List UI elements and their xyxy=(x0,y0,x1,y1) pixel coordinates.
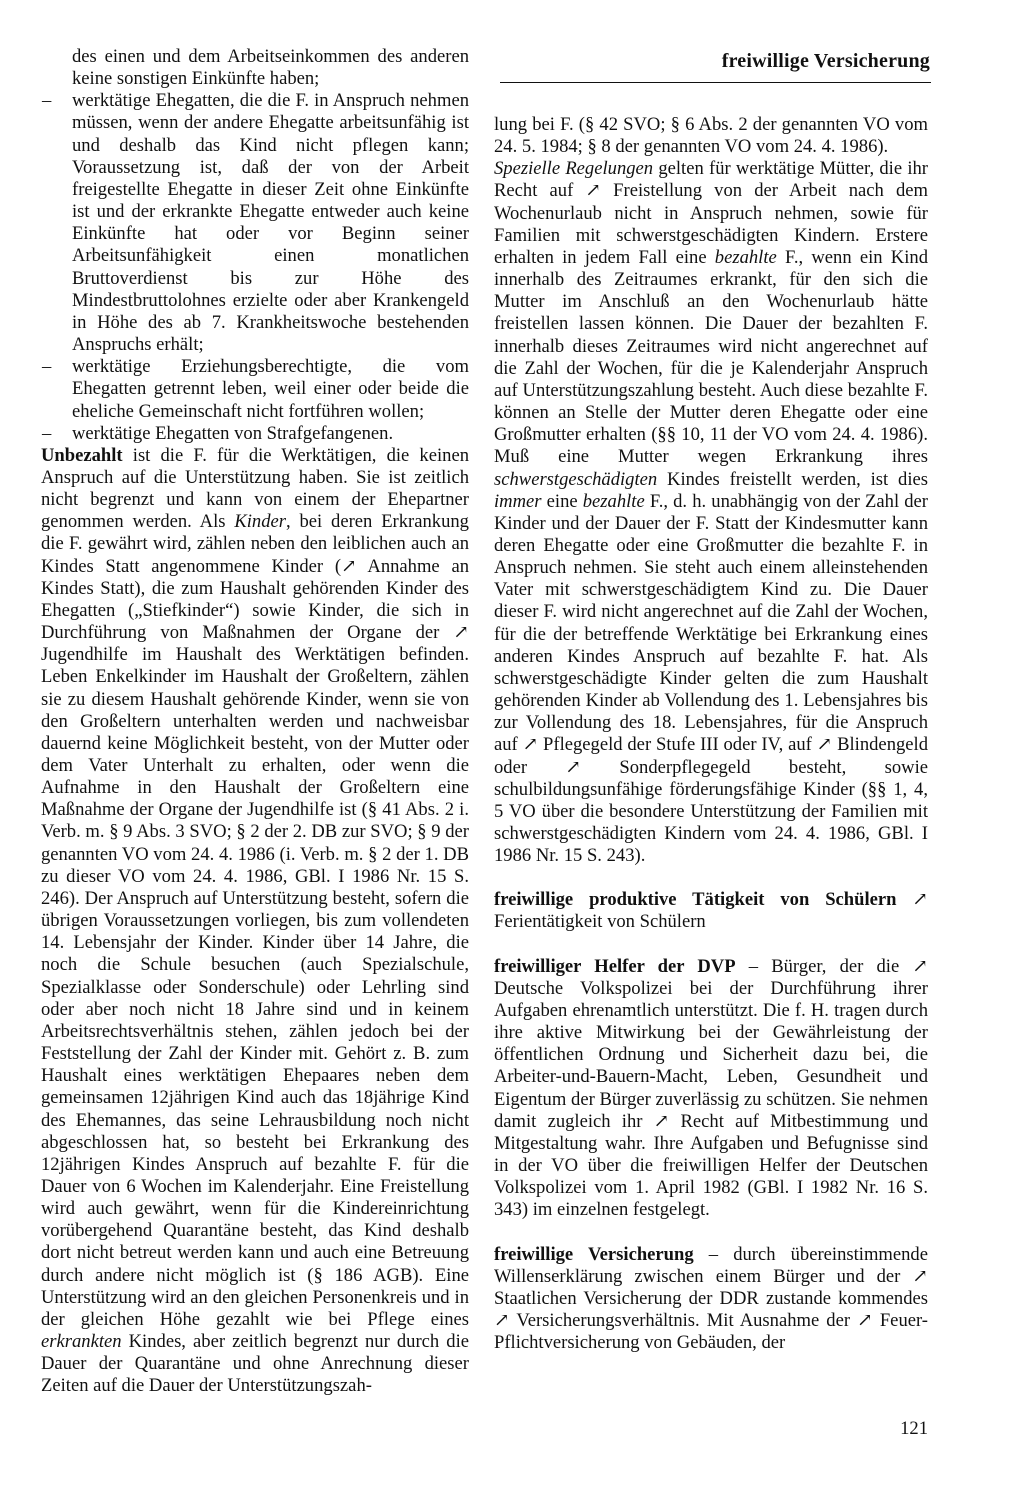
cross-ref: Freistellung von der Arbeit xyxy=(613,180,837,202)
paragraph-continuation: lung bei F. (§ 42 SVO; § 6 Abs. 2 der genannten VO vom 24. 5. 1984; § 8 der genannten VO vom 24. 4. 1986). xyxy=(494,114,928,158)
cross-ref-arrow: ↗ xyxy=(912,955,928,977)
cross-ref-arrow: ↗ xyxy=(453,622,469,644)
cross-ref: Versicherungsverhältnis xyxy=(516,1309,696,1331)
page-number: 121 xyxy=(900,1418,928,1439)
cross-ref: Deutsche Volkspolizei xyxy=(494,977,673,999)
header-rule xyxy=(500,82,931,83)
running-header-title: freiwillige Versicherung xyxy=(721,50,930,72)
cross-ref-arrow: ↗ xyxy=(912,1265,928,1287)
entry-freiwillige-produktive-taetigkeit xyxy=(494,889,928,933)
entry-term: freiwillige Versicherung xyxy=(494,1243,694,1265)
cross-ref-arrow: ↗ xyxy=(341,555,357,577)
cross-ref-arrow: ↗ xyxy=(494,1309,510,1331)
cross-ref-arrow: ↗ xyxy=(912,889,928,911)
term-unbezahlt: Unbezahlt xyxy=(41,444,123,466)
entry-freiwillige-versicherung: freiwillige Versicherung – durch übereinstimmende Willenserklärung zwischen einem Bürger und der ↗ Staatlichen Versicherung der DDR zustande kommendes ↗ Versicherungsverhältnis. Mit Ausnahme der ↗ Feuer-Pflichtversicherung von Gebäuden, der xyxy=(494,1243,928,1354)
cross-ref: Ferientätigkeit von Schülern xyxy=(494,911,706,933)
cross-ref: Jugendhilfe xyxy=(41,644,128,666)
entry-term: freiwillige produktive Tätigkeit von Schülern xyxy=(494,889,897,911)
cross-ref-arrow: ↗ xyxy=(522,734,539,756)
cross-ref: Blindengeld xyxy=(837,734,928,756)
list-item: – werktätige Ehegatten, die die F. in Anspruch nehmen müssen, wenn der andere Ehegatte arbeitsunfähig ist und deshalb das Kind nicht pflegen kann; Voraussetzung ist, daß der von der Arbeit freigestellte Ehegatte in dieser Zeit ohne Einkünfte ist und der erkrankte Ehegatte entweder auch keine Einkünfte hat oder vor Beginn seiner Arbeitsunfähigkeit einen monatlichen Bruttoverdienst bis zur Höhe des Mindestbruttolohnes erzielte oder aber Krankengeld in Höhe des ab 7. Krankheitswoche bestehenden Anspruchs erhält; xyxy=(42,90,469,356)
paragraph-unbezahlt: Unbezahlt ist die F. für die Werktätigen, die keinen Anspruch auf die Unterstützung haben. Sie ist zeitlich nicht begrenzt und kann von einem der Ehepartner genommen werden. Als Kinder, bei deren Erkrankung die F. gewährt wird, zählen neben den leiblichen auch an Kindes Statt angenommene Kinder (↗ Annahme an Kindes Statt), die zum Haushalt gehörenden Kinder des Ehegatten („Stiefkinder“) sowie Kinder, die sich in Durchführung von Maßnahmen der Organe der ↗ Jugendhilfe im Haushalt des Werktätigen befinden. Leben Enkelkinder im Haushalt der Großeltern, zählen sie zu diesem Haushalt gehörende Kinder, wenn sie von den Großeltern unterhalten werden und nachweisbar dauernd keine Möglichkeit besteht, von der Mutter oder dem Vater Unterhalt zu erhalten, oder wenn die Aufnahme in den Haushalt der Großeltern eine Maßnahme der Organe der Jugendhilfe ist (§ 41 Abs. 2 i. Verb. m. § 9 Abs. 3 SVO; § 2 der 2. DB zur SVO; § 9 der genannten VO vom 24. 4. 1986 (i. Verb. m. § 2 der 1. DB zu dieser VO vom 24. 4. 1986, GBl. I 1986 Nr. 15 S. 246). Der Anspruch auf Unterstützung besteht, sofern die übrigen Voraussetzungen vorliegen, bis zum vollendeten 14. Lebensjahr der Kinder. Kinder über 14 Jahre, die noch die Schule besuchen (auch Spezialschule, Spezialklasse oder Sonderschule) oder Lehrling sind oder aber noch nicht 18 Jahre sind und in keinem Arbeitsrechtsverhältnis stehen, zählen jedoch bei der Feststellung der Zahl der Kinder mit. Gehört z. B. zum Haushalt eines werktätigen Ehepaares neben dem gemeinsamen 12jährigen Kind auch das 18jährige Kind des Ehemannes, das seine Lehrausbildung noch nicht abgeschlossen hat, so besteht bei Erkrankung des 12jährigen Kindes Anspruch auf bezahlte F. für die Dauer von 6 Wochen im Kalenderjahr. Eine Freistellung wird auch gewährt, wenn für die Kindereinrichtung vorübergehend Quarantäne besteht, das Kind deshalb dort nicht betreut werden kann und auch eine Betreuung durch andere nicht möglich ist (§ 186 AGB). Eine Unterstützung wird an den gleichen Personenkreis und in der gleichen Höhe gezahlt wie bei Pflege eines erkrankten Kindes, aber zeitlich begrenzt nur durch die Dauer der Quarantäne und ohne Anrechnung dieser Zeiten auf die Dauer der Unterstützungszah- xyxy=(41,444,469,1397)
cross-ref: Feuer-Pflichtversicherung von Gebäuden xyxy=(494,1309,928,1354)
cross-ref-arrow: ↗ xyxy=(653,1110,670,1132)
cross-ref-arrow: ↗ xyxy=(585,180,602,202)
list-item: – werktätige Erziehungsberechtigte, die vom Ehegatten getrennt leben, weil einer oder beide die eheliche Gemeinschaft nicht fortführen wollen; xyxy=(42,356,469,422)
cross-ref: Pflegegeld xyxy=(543,734,623,756)
list-item: – werktätige Ehegatten von Strafgefangenen. xyxy=(42,422,394,444)
cross-ref: Recht auf Mitbestimmung und Mitgestaltung xyxy=(494,1110,928,1154)
left-column xyxy=(41,46,469,1398)
cross-ref-arrow: ↗ xyxy=(816,734,833,756)
cross-ref-arrow: ↗ xyxy=(857,1309,873,1331)
cross-ref: Sonderpflegegeld xyxy=(619,756,751,778)
list-item: des einen und dem Arbeitseinkommen des anderen keine sonstigen Einkünfte haben; xyxy=(72,46,469,90)
entry-term: freiwilliger Helfer der DVP xyxy=(494,955,736,977)
paragraph-spezielle-regelungen: Spezielle Regelungen gelten für werktätige Mütter, die ihr Recht auf ↗ Freistellung von der Arbeit nach dem Wochenurlaub nicht in Anspruch nehmen, sowie für Familien mit schwerstgeschädigten Kindern. Erstere erhalten in jedem Fall eine bezahlte F., wenn ein Kind innerhalb des Zeitraumes erkrankt, für den sich die Mutter im Anschluß an den Wochenurlaub hätte freistellen lassen können. Die Dauer der bezahlten F. innerhalb dieses Zeitraumes wird nicht angerechnet auf die Zahl der Wochen, für die je Kalenderjahr Anspruch auf Unterstützungszahlung besteht. Auch diese bezahlte F. können an Stelle der Mutter deren Ehegatte oder eine Großmutter erhalten (§§ 10, 11 der VO vom 24. 4. 1986). Muß eine Mutter wegen Erkrankung ihres schwerstgeschädigten Kindes freistellt werden, ist dies immer eine bezahlte F., d. h. unabhängig von der Zahl der Kinder und der Dauer der F. Statt der Kindesmutter kann deren Ehegatte oder eine Großmutter die bezahlte F. in Anspruch nehmen. Sie steht auch einem alleinstehenden Vater mit schwerstgeschädigtem Kind zu. Die Dauer dieser F. wird nicht angerechnet auf die Zahl der Wochen, für die der betreffende Werktätige bei Erkrankung eines anderen Kindes Anspruch auf bezahlte F. hat. Als schwerstgeschädigte Kinder gelten die zum Haushalt gehörenden Kinder ab Vollendung des 1. Lebensjahres bis zur Vollendung des 18. Lebensjahres, für die Anspruch auf ↗ Pflegegeld der Stufe III oder IV, auf ↗ Blindengeld oder ↗ Sonderpflegegeld besteht, sowie schulbildungsunfähige förderungsfähige Kinder (§§ 1, 4, 5 VO über die besondere Unterstützung der Familien mit schwerstgeschädigten Kindern vom 24. 4. 1986, GBl. I 1986 Nr. 15 S. 243). xyxy=(494,158,928,867)
entry-freiwilliger-helfer: freiwilliger Helfer der DVP – Bürger, der die ↗ Deutsche Volkspolizei bei der Durchführung ihrer Aufgaben ehrenamtlich unterstützt. Die f. H. tragen durch ihre aktive Mitwirkung bei der Gewährleistung der öffentlichen Ordnung und Sicherheit dazu bei, die Arbeiter-und-Bauern-Macht, Leben, Gesundheit und Eigentum der Bürger zuverlässig zu schützen. Sie nehmen damit zugleich ihr ↗ Recht auf Mitbestimmung und Mitgestaltung wahr. Ihre Aufgaben und Befugnisse sind in der VO über die freiwilligen Helfer der Deutschen Volkspolizei vom 1. April 1982 (GBl. I 1982 Nr. 16 S. 343) im einzelnen festgelegt. xyxy=(494,955,928,1221)
cross-ref: Staatlichen Versicherung der DDR xyxy=(494,1287,759,1309)
cross-ref: Annahme an Kindes Statt xyxy=(41,555,469,599)
right-column xyxy=(494,114,928,1354)
cross-ref-arrow: ↗ xyxy=(565,756,582,778)
